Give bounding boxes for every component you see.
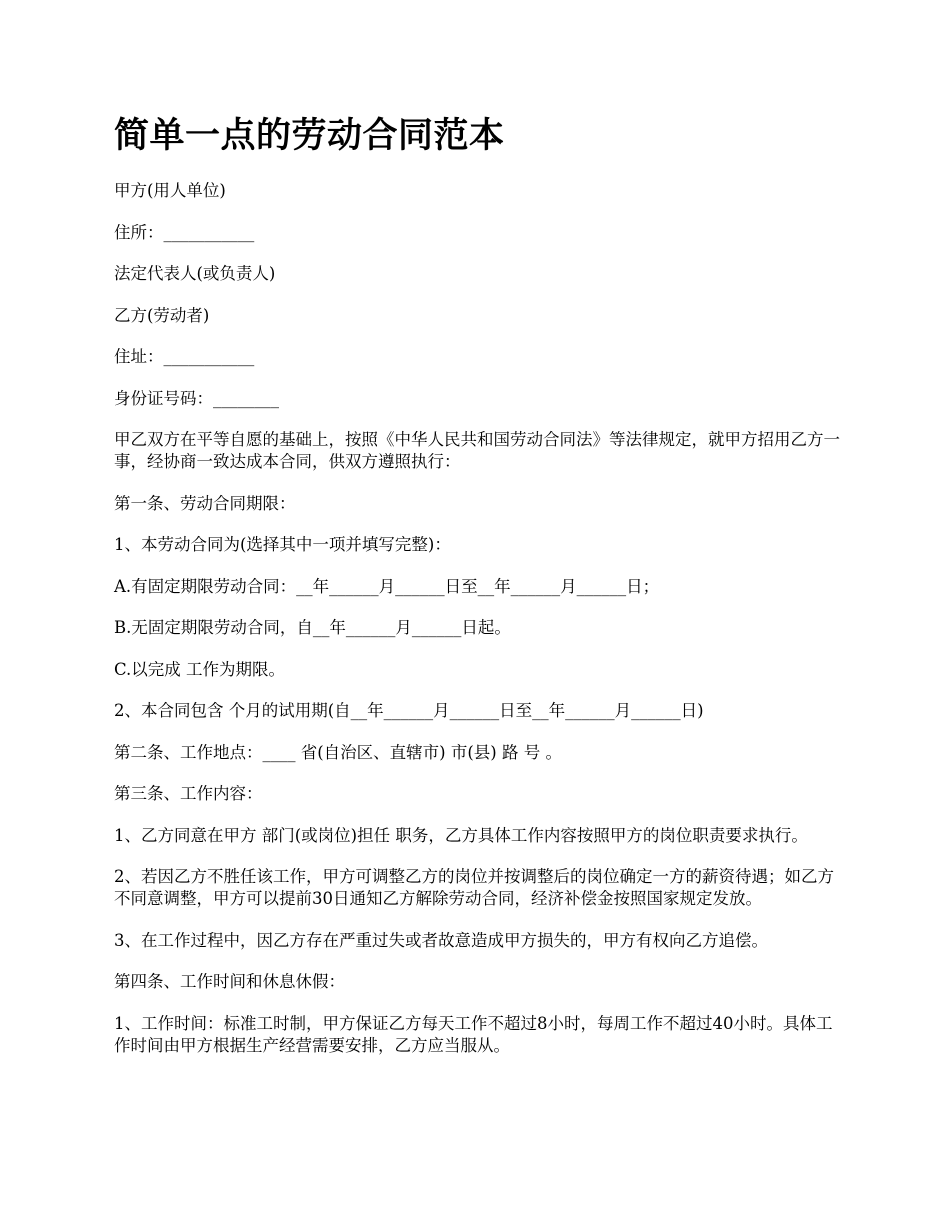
article-1-clause-2: 2、本合同包含 个月的试用期(自__年______月______日至__年______月______日) [114,701,704,720]
article-3-clause-1: 1、乙方同意在甲方 部门(或岗位)担任 职务，乙方具体工作内容按照甲方的岗位职责要求执行。 [114,825,808,845]
article-1-option-c: C.以完成 工作为期限。 [114,659,286,679]
article-2-workplace: 第二条、工作地点：____ 省(自治区、直辖市) 市(县) 路 号 。 [114,742,562,762]
article-3-clause-2: 2、若因乙方不胜任该工作，甲方可调整乙方的岗位并按调整后的岗位确定一方的薪资待遇；如乙方不同意调整，甲方可以提前30日通知乙方解除劳动合同，经济补偿金按照国家规定发放。 [114,867,834,908]
id-number-field: 身份证号码：________ [114,388,279,408]
article-4-clause-1: 1、工作时间：标准工时制，甲方保证乙方每天工作不超过8小时，每周工作不超过40小时。具体工作时间由甲方根据生产经营需要安排，乙方应当服从。 [114,1013,833,1055]
article-1-heading: 第一条、劳动合同期限： [114,493,296,513]
article-1-clause-1: 1、本劳动合同为(选择其中一项并填写完整)： [114,535,451,554]
document-page [114,112,840,1076]
article-1-option-a: A.有固定期限劳动合同：__年______月______日至__年______月______日； [114,576,660,596]
party-a-label: 甲方(用人单位) [114,181,226,200]
article-4-heading: 第四条、工作时间和休息休假： [114,972,345,991]
party-a-address-field: 住所：___________ [114,222,255,242]
party-b-address-field: 住址：___________ [114,347,255,366]
document-title: 简单一点的劳动合同范本 [114,116,505,156]
article-1-option-b: B.无固定期限劳动合同，自__年______月______日起。 [114,618,511,637]
preamble-paragraph: 甲乙双方在平等自愿的基础上，按照《中华人民共和国劳动合同法》等法律规定，就甲方招用乙方一事，经协商一致达成本合同，供双方遵照执行： [114,430,840,471]
article-3-heading: 第三条、工作内容： [114,784,263,803]
legal-representative-label: 法定代表人(或负责人) [114,264,276,283]
article-3-clause-3: 3、在工作过程中，因乙方存在严重过失或者故意造成甲方损失的，甲方有权向乙方追偿。 [114,930,768,950]
party-b-label: 乙方(劳动者) [114,305,210,325]
